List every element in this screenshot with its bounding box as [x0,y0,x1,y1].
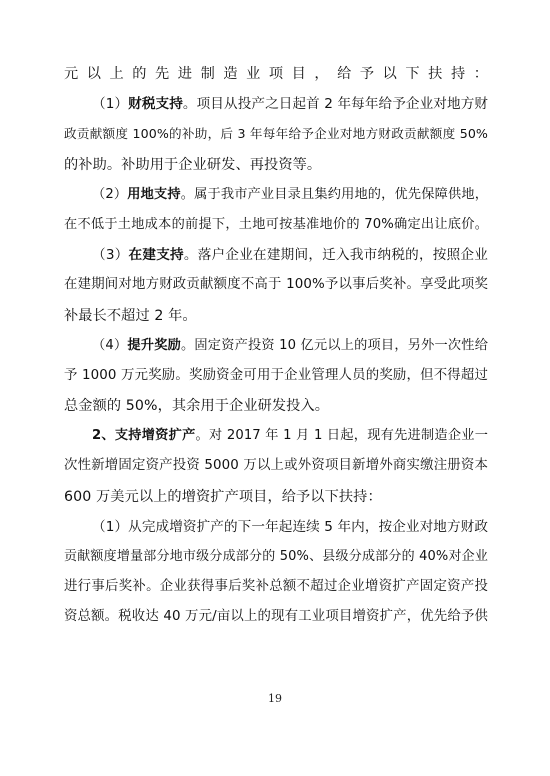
page-number: 19 [268,692,282,705]
text-segment: （1）从完成增资扩产的下一年起连续 5 年内，按企业对地方财政 [92,518,489,535]
text-segment: 总金额的 50%，其余用于企业研发投入。 [64,398,330,415]
text-segment: 元以上的先进制造业项目，给予以下扶持： [64,66,488,82]
text-segment: 贡献额度增量部分地市级分成部分的 50%、县级分成部分的 40%对企业 [64,549,488,564]
text-segment: 补最长不超过 2 年。 [64,307,197,324]
text-line-5 [64,183,488,207]
list-marker: （4） [92,337,128,353]
heading-fiscal-support: 财税支持 [128,96,183,113]
document-body [64,62,488,636]
heading-expansion-support: 2、支持增资扩产 [92,428,196,444]
text-line-9 [64,304,488,328]
list-marker: （1） [92,96,129,113]
heading-construction-support: 在建支持 [128,247,184,264]
text-line-11 [64,364,488,388]
text-segment: 政贡献额度 100%的补助，后 3 年每年给予企业对地方财政贡献额度 50% [64,126,488,142]
text-segment: 进行事后奖补。企业获得事后奖补总额不超过企业增资扩产固定资产投 [64,579,488,595]
text-segment: 予 1000 万元奖励。奖励资金可用于企业管理人员的奖励，但不得超过 [64,367,488,383]
text-line-12 [64,394,488,418]
text-segment: 的补助。补助用于企业研发、再投资等。 [64,156,322,173]
text-line-16 [64,515,488,539]
text-segment: 。落户企业在建期间，迁入我市纳税的，按照企业 [183,247,488,264]
text-line-14 [64,454,488,478]
text-line-6 [64,213,488,237]
text-line-17 [64,545,488,569]
heading-upgrade-reward: 提升奖励 [127,337,181,353]
text-segment: 次性新增固定资产投资 5000 万以上或外资项目新增外商实缴注册资本 [64,458,488,474]
text-segment: 。固定资产投资 10 亿元以上的项目，另外一次性给 [181,337,488,353]
text-line-3 [64,122,488,146]
heading-land-support: 用地支持 [127,186,181,202]
text-segment: 600 万美元以上的增资扩产项目，给予以下扶持： [64,488,382,505]
text-line-1 [64,62,488,86]
text-segment: 在不低于土地成本的前提下，土地可按基准地价的 70%确定出让底价。 [64,216,488,232]
list-marker: （3） [92,247,129,264]
text-line-2 [64,92,488,116]
text-line-15 [64,485,488,509]
text-segment: 。项目从投产之日起首 2 年每年给予企业对地方财 [182,96,489,113]
text-line-13 [64,424,488,448]
text-segment: 资总额。税收达 40 万元/亩以上的现有工业项目增资扩产，优先给予供 [64,609,488,625]
text-line-7 [64,243,488,267]
text-line-4 [64,153,488,177]
list-marker: （2） [92,186,128,202]
text-line-10 [64,334,488,358]
text-segment: 。属于我市产业目录且集约用地的，优先保障供地， [180,186,488,202]
text-segment: 。对 2017 年 1 月 1 日起，现有先进制造企业一 [195,428,488,444]
text-segment: 在建期间对地方财政贡献额度不高于 100%予以事后奖补。享受此项奖 [64,277,488,293]
text-line-18 [64,575,488,599]
text-line-19 [64,605,488,629]
text-line-8 [64,273,488,297]
